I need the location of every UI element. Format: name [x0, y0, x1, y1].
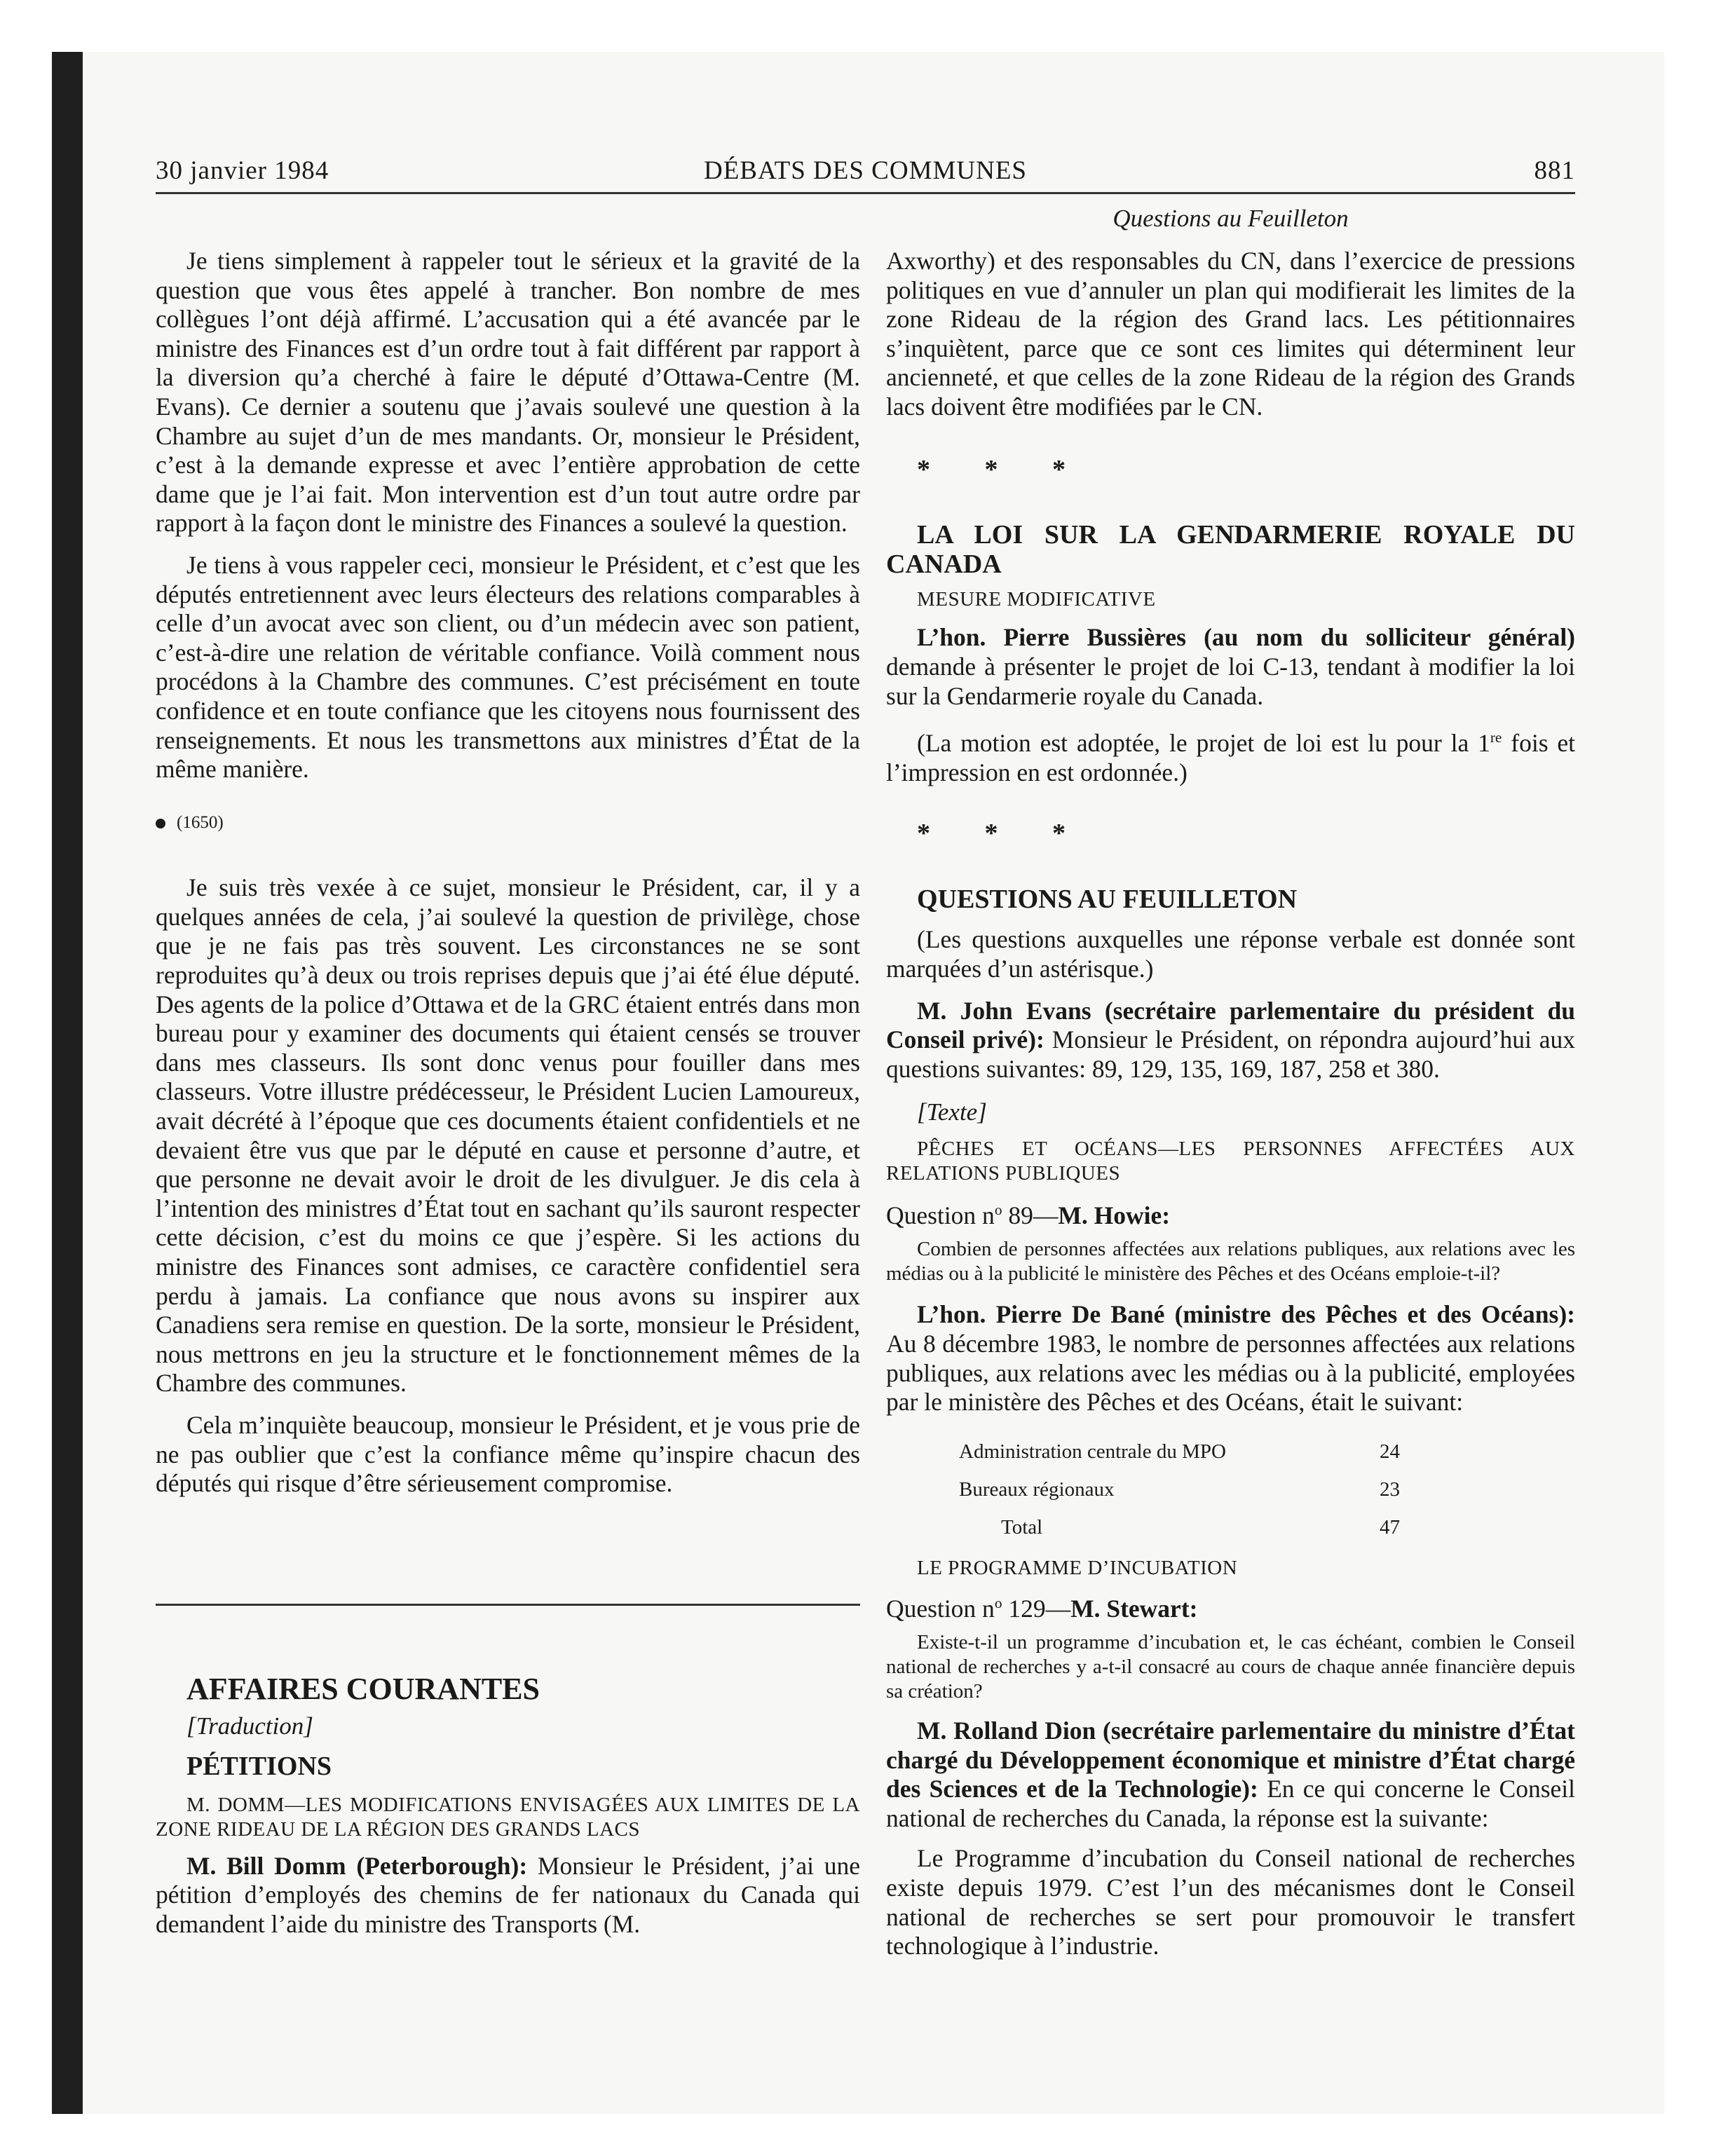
paragraph: (Les questions auxquelles une réponse verbale est donnée sont marquées d’un astérisque.) [886, 925, 1575, 983]
question-text: Combien de personnes affectées aux relations publiques, aux relations avec les médias ou à la publicité le ministère des Pêches et des Océans emploie-t-il? [886, 1238, 1575, 1285]
speech-text: Monsieur le Président, j’ai une pétition d’employés des chemins de fer nationaux du Canada qui demandent l’aide du ministre des Transports (M. [156, 1851, 860, 1938]
paragraph [886, 723, 1575, 787]
speaker-name: M. Bill Domm (Peterborough): [186, 1851, 528, 1880]
left-column [156, 247, 860, 1939]
section-title: AFFAIRES COURANTES [186, 1671, 540, 1706]
questions-title: QUESTIONS AU FEUILLETON [917, 884, 1298, 914]
paragraph [886, 997, 1575, 1084]
table-cell-value: 23 [1380, 1478, 1400, 1501]
section-separator: * * * [917, 454, 1089, 484]
question-number: 129— [1002, 1594, 1071, 1623]
question-number-sup: o [994, 1594, 1002, 1611]
question-label [886, 1589, 1575, 1623]
question-number: 89— [1002, 1201, 1059, 1229]
section-separator: * * * [917, 819, 1089, 849]
question-text: Existe-t-il un programme d’incubation et, le cas échéant, combien le Conseil national de recherches y a-t-il consacré au cours de chaque année financière depuis sa création? [886, 1631, 1575, 1703]
header-title: DÉBATS DES COMMUNES [703, 156, 1027, 185]
motion-text: fois et l’impression en est ordonnée.) [886, 728, 1575, 786]
speech-text: En ce qui concerne le Conseil national de recherches du Canada, la réponse est la suivante: [886, 1775, 1575, 1832]
paragraph: Le Programme d’incubation du Conseil national de recherches existe depuis 1979. C’est l’un des mécanismes dont le Conseil national de recherches se sert pour promouvoir le transfert technologique à l’industrie. [886, 1844, 1575, 1960]
table-cell-value: 24 [1380, 1440, 1400, 1463]
table-cell-label: Administration centrale du MPO [959, 1440, 1226, 1463]
question-subhead: PÊCHES ET OCÉANS—LES PERSONNES AFFECTÉES AUX RELATIONS PUBLIQUES [886, 1137, 1575, 1185]
speaker-name: L’hon. Pierre Bussières (au nom du solliciteur général) [917, 623, 1575, 652]
question-text-block [886, 1630, 1575, 1704]
paragraph: Je suis très vexée à ce sujet, monsieur le Président, car, il y a quelques années de cela, j’ai soulevé la question de privilège, chose que je ne fais pas très souvent. Les circonstances ne se sont reproduites qu’à deux ou trois reprises depuis que j’ai été élue député. Des agents de la police d’Ottawa et de la GRC étaient entrés dans mon bureau pour y examiner des documents qui étaient censés se trouver dans mes classeurs. Ils sont donc venus pour fouiller dans mes classeurs. Votre illustre prédécesseur, le Président Lucien Lamoureux, avait décrété à l’époque que ces documents étaient confidentiels et ne devaient être vus que par le député en cause et personne d’autre, et que personne ne devait avoir le droit de les divulguer. Je dis cela à l’intention des ministres d’État tout en sachant qu’ils sauront respecter cette décision, c’est du moins ce que j’espère. Si les actions du ministre des Finances sont admises, ce caractère confidentiel sera perdu à jamais. La confiance que nous avons su inspirer aux Canadiens sera remise en question. De la sorte, monsieur le Président, nous mettrons en jeu la structure et le fonctionnement mêmes de la Chambre des communes. [156, 873, 860, 1398]
paragraph: Je tiens à vous rappeler ceci, monsieur le Président, et c’est que les députés entretiennent avec leurs électeurs des relations comparables à celle d’un avocat avec son client, ou d’un médecin avec son patient, c’est-à-dire une relation de véritable confiance. Voilà comment nous procédons à la Chambre des communes. C’est précisément en toute confidence et en toute confiance que les citoyens nous fournissent des renseignements. Et nous les transmettons aux ministres d’État de la même manière. [156, 550, 860, 784]
time-marker-label: (1650) [177, 812, 224, 832]
bill-subtitle: MESURE MODIFICATIVE [917, 588, 1156, 611]
speech-text: demande à présenter le projet de loi C-13, tendant à modifier la loi sur la Gendarmerie royale du Canada. [886, 652, 1575, 710]
paragraph [886, 1717, 1575, 1833]
question-text-block [886, 1237, 1575, 1286]
table-row [886, 1508, 1575, 1546]
question-author: M. Howie: [1058, 1201, 1171, 1229]
staff-table [886, 1433, 1575, 1546]
right-column [886, 247, 1575, 1961]
text-tag: [Texte] [917, 1098, 987, 1126]
paragraph: Je tiens simplement à rappeler tout le sérieux et la gravité de la question que vous êtes appelé à trancher. Bon nombre de mes collègues l’ont déjà affirmé. L’accusation qui a été avancée par le ministre des Finances est d’un ordre tout à fait différent par rapport à la diversion qu’a cherché à faire le député d’Ottawa-Centre (M. Evans). Ce dernier a soutenu que j’avais soulevé une question à la Chambre au sujet d’un de mes mandants. Or, monsieur le Président, c’est à la demande expresse et avec l’entière approbation de cette dame que je l’ai fait. Mon intervention est d’un tout autre ordre par rapport à la façon dont le ministre des Finances a soulevé la question. [156, 247, 860, 538]
petition-subhead: M. DOMM—LES MODIFICATIONS ENVISAGÉES AUX LIMITES DE LA ZONE RIDEAU DE LA RÉGION DES GRANDS LACS [156, 1793, 860, 1841]
question-number: Question n [886, 1594, 995, 1623]
section-divider [156, 1604, 860, 1606]
paragraph [886, 1300, 1575, 1417]
paragraph: Axworthy) et des responsables du CN, dans l’exercice de pressions politiques en vue d’annuler un plan qui modifierait les limites de la zone Rideau de la région des Grand lacs. Les pétitionnaires s’inquiètent, parce que ce sont ces limites qui déterminent leur ancienneté, et que celles de la zone Rideau de la région des Grands lacs doivent être modifiées par le CN. [886, 247, 1575, 421]
speaker-name: M. John Evans (secrétaire parlementaire du président du Conseil privé): [886, 996, 1575, 1054]
question-number-sup: o [994, 1201, 1002, 1218]
paragraph: Cela m’inquiète beaucoup, monsieur le Président, et je vous prie de ne pas oublier que c’est la confiance même qu’inspire chacun des députés qui risque d’être sérieusement compromise. [156, 1410, 860, 1498]
table-row [886, 1433, 1575, 1471]
page-header [156, 156, 1575, 192]
translation-tag: [Traduction] [186, 1712, 313, 1740]
question-subhead: LE PROGRAMME D’INCUBATION [917, 1556, 1238, 1579]
speaker-name: M. Rolland Dion (secrétaire parlementaire du ministre d’État chargé du Développement économique et ministre d’État chargé des Sciences et de la Technologie): [886, 1717, 1575, 1803]
paragraph [156, 1852, 860, 1939]
motion-superscript: re [1490, 729, 1502, 746]
table-cell-value: 47 [1380, 1515, 1400, 1538]
table-cell-label: Bureaux régionaux [959, 1478, 1115, 1501]
question-author: M. Stewart: [1070, 1594, 1198, 1623]
speech-text: Au 8 décembre 1983, le nombre de personnes affectées aux relations publiques, aux relations avec les médias ou à la publicité, employées par le ministère des Pêches et des Océans, était le suivant: [886, 1329, 1575, 1417]
paragraph [886, 623, 1575, 711]
bill-title: LA LOI SUR LA GENDARMERIE ROYALE DU CANADA [886, 520, 1575, 579]
motion-text: (La motion est adoptée, le projet de loi est lu pour la 1 [917, 728, 1490, 757]
page-number: 881 [1534, 156, 1575, 185]
header-date: 30 janvier 1984 [156, 156, 329, 185]
speaker-name: L’hon. Pierre De Bané (ministre des Pêches et des Océans): [917, 1300, 1575, 1329]
time-marker [156, 808, 860, 838]
running-head: Questions au Feuilleton [1113, 205, 1349, 232]
table-cell-label: Total [1001, 1515, 1043, 1538]
question-label [886, 1196, 1575, 1230]
speech-text: Monsieur le Président, on répondra aujourd’hui aux questions suivantes: 89, 129, 135, 169, 187, 258 et 380. [886, 1025, 1575, 1083]
header-rule [156, 192, 1575, 194]
question-number: Question n [886, 1201, 995, 1229]
bullet-icon [156, 819, 165, 828]
petitions-title: PÉTITIONS [186, 1751, 332, 1781]
table-row [886, 1471, 1575, 1508]
